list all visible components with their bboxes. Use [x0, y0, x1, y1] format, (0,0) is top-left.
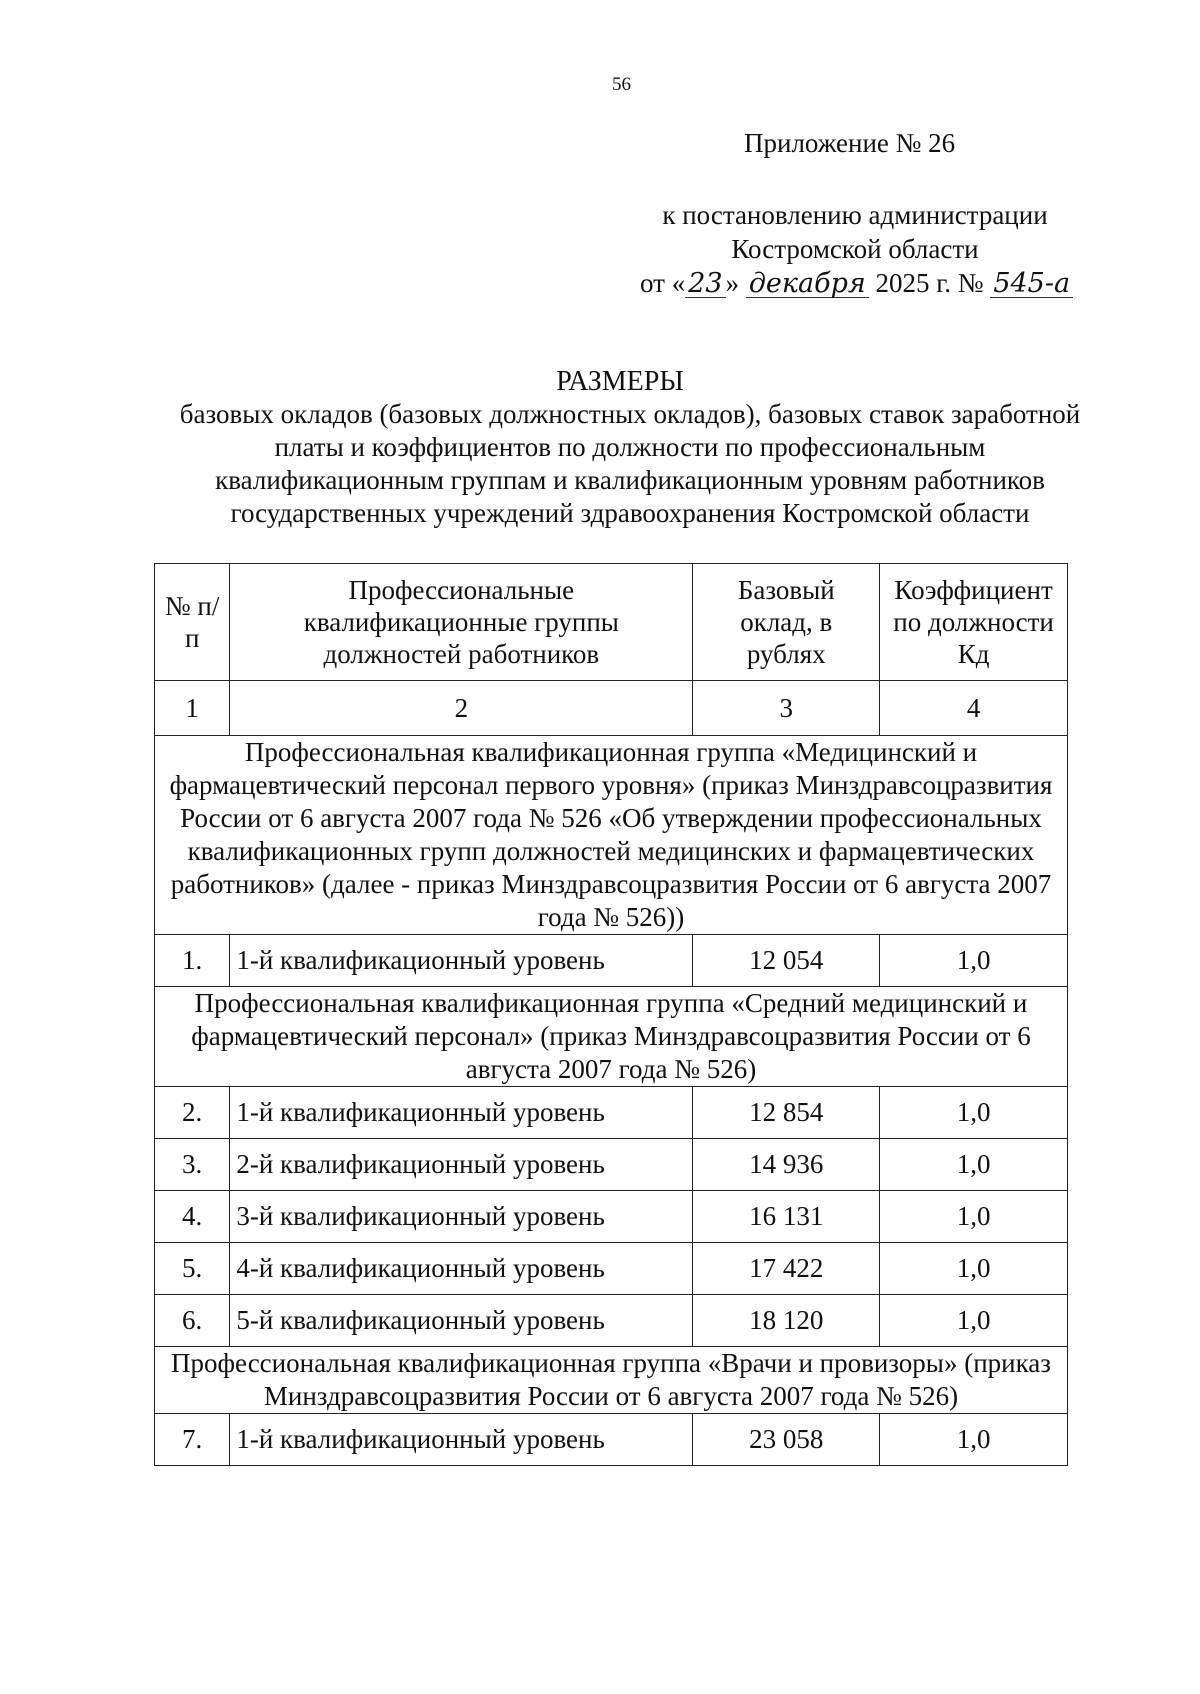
header-coefficient: Коэффициент по должности Кд [880, 564, 1068, 681]
row-coefficient: 1,0 [880, 1243, 1068, 1295]
salary-table [154, 563, 1068, 1466]
row-number: 5. [155, 1243, 230, 1295]
table-header-row [155, 564, 1068, 681]
row-level: 4-й квалификационный уровень [230, 1243, 693, 1295]
row-level: 5-й квалификационный уровень [230, 1295, 693, 1347]
table-row [155, 1295, 1068, 1347]
header-number: № п/п [155, 564, 230, 681]
table-row [155, 935, 1068, 987]
row-level: 3-й квалификационный уровень [230, 1191, 693, 1243]
document-subtitle: базовых окладов (базовых должностных окладов), базовых ставок заработной платы и коэффициентов по должности по профессиональным квалификационным группам и квалификационным уровням работников государственных учреждений здравоохранения Костромской области [179, 399, 1081, 528]
appendix-label: Приложение № 26 [744, 128, 956, 158]
table-row [155, 1414, 1068, 1466]
row-number: 7. [155, 1414, 230, 1466]
decree-year: 2025 г. № [875, 268, 984, 298]
table-row [155, 1087, 1068, 1139]
group-header-row [155, 987, 1068, 1087]
row-number: 4. [155, 1191, 230, 1243]
row-level: 1-й квалификационный уровень [230, 935, 693, 987]
row-coefficient: 1,0 [880, 1191, 1068, 1243]
row-salary: 12 054 [693, 935, 880, 987]
row-level: 1-й квалификационный уровень [230, 1414, 693, 1466]
handwritten-number: 545-а [990, 271, 1073, 298]
group-header-row [155, 1347, 1068, 1414]
decree-line-1: к постановлению администрации [662, 200, 1048, 230]
group-title: Профессиональная квалификационная группа «Медицинский и фармацевтический персонал первого уровня» (приказ Минздравсоцразвития России от 6 августа 2007 года № 526 «Об утверждении профессиональных квалификационных групп должностей медицинских и фармацевтических работников» (далее - приказ Минздравсоцразвития России от 6 августа 2007 года № 526)) [155, 736, 1068, 935]
row-salary: 16 131 [693, 1191, 880, 1243]
row-coefficient: 1,0 [880, 1087, 1068, 1139]
row-salary: 18 120 [693, 1295, 880, 1347]
table-row [155, 1243, 1068, 1295]
row-number: 1. [155, 935, 230, 987]
row-number: 2. [155, 1087, 230, 1139]
group-title: Профессиональная квалификационная группа «Врачи и провизоры» (приказ Минздравсоцразвития России от 6 августа 2007 года № 526) [155, 1347, 1068, 1414]
row-coefficient: 1,0 [880, 935, 1068, 987]
table-row [155, 1139, 1068, 1191]
row-number: 6. [155, 1295, 230, 1347]
row-coefficient: 1,0 [880, 1139, 1068, 1191]
decree-date-prefix: от « [640, 268, 686, 298]
row-number: 3. [155, 1139, 230, 1191]
column-index: 3 [693, 681, 880, 736]
row-salary: 17 422 [693, 1243, 880, 1295]
decree-reference [640, 198, 1070, 300]
row-salary: 14 936 [693, 1139, 880, 1191]
row-level: 2-й квалификационный уровень [230, 1139, 693, 1191]
handwritten-day: 23 [685, 271, 725, 298]
table-row [155, 1191, 1068, 1243]
header-salary: Базовый оклад, в рублях [693, 564, 880, 681]
decree-date-mid: » [725, 268, 740, 298]
decree-date-line [640, 266, 1070, 300]
group-title: Профессиональная квалификационная группа «Средний медицинский и фармацевтический персонал» (приказ Минздравсоцразвития России от 6 августа 2007 года № 526) [155, 987, 1068, 1087]
column-index: 4 [880, 681, 1068, 736]
document-title: РАЗМЕРЫ [556, 366, 684, 397]
column-index-row [155, 681, 1068, 736]
handwritten-month: декабря [746, 271, 869, 298]
row-coefficient: 1,0 [880, 1295, 1068, 1347]
page-number: 56 [612, 74, 631, 95]
row-salary: 12 854 [693, 1087, 880, 1139]
column-index: 2 [230, 681, 693, 736]
row-salary: 23 058 [693, 1414, 880, 1466]
header-group: Профессиональные квалификационные группы должностей работников [230, 564, 693, 681]
group-header-row [155, 736, 1068, 935]
row-coefficient: 1,0 [880, 1414, 1068, 1466]
decree-line-2: Костромской области [731, 234, 979, 264]
row-level: 1-й квалификационный уровень [230, 1087, 693, 1139]
column-index: 1 [155, 681, 230, 736]
